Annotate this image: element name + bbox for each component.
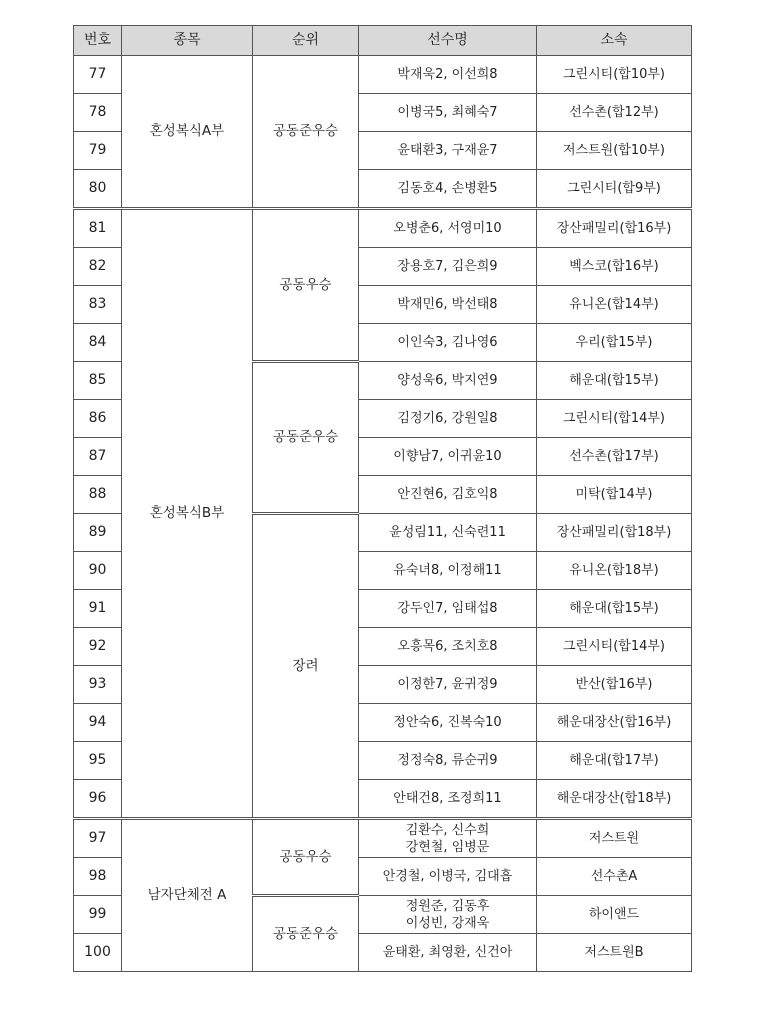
team-cell: 하이앤드: [537, 896, 692, 934]
team-cell: 그린시티(합9부): [537, 170, 692, 209]
team-cell: 그린시티(합14부): [537, 400, 692, 438]
players-cell: [359, 819, 537, 858]
row-number: 87: [74, 438, 122, 476]
table-row: [74, 209, 692, 248]
row-number: 83: [74, 286, 122, 324]
rank-cell: 공동준우승: [253, 362, 359, 514]
players-cell: 안태건8, 조정희11: [359, 780, 537, 819]
players-cell: 이정한7, 윤귀정9: [359, 666, 537, 704]
team-cell: 미탁(합14부): [537, 476, 692, 514]
players-cell: 윤태환3, 구재윤7: [359, 132, 537, 170]
players-cell: 정정숙8, 류순귀9: [359, 742, 537, 780]
row-number: 97: [74, 819, 122, 858]
rank-cell: 장려: [253, 514, 359, 819]
event-cell: 혼성복식A부: [122, 56, 253, 209]
row-number: 94: [74, 704, 122, 742]
row-number: 99: [74, 896, 122, 934]
row-number: 81: [74, 209, 122, 248]
players-line: 이성빈, 강재욱: [405, 915, 490, 931]
header-event: 종목: [122, 26, 253, 56]
players-cell: 윤성림11, 신숙련11: [359, 514, 537, 552]
players-cell: 이인숙3, 김나영6: [359, 324, 537, 362]
players-cell: 정안숙6, 진복숙10: [359, 704, 537, 742]
team-cell: 해운대(합15부): [537, 362, 692, 400]
row-number: 93: [74, 666, 122, 704]
team-cell: 벡스코(합16부): [537, 248, 692, 286]
table-row: [74, 819, 692, 858]
row-number: 100: [74, 934, 122, 972]
players-cell: 오흥목6, 조치호8: [359, 628, 537, 666]
row-number: 92: [74, 628, 122, 666]
players-cell: 이병국5, 최혜숙7: [359, 94, 537, 132]
row-number: 98: [74, 858, 122, 896]
team-cell: 선수촌(합17부): [537, 438, 692, 476]
players-cell: 장용호7, 김은희9: [359, 248, 537, 286]
team-cell: 그린시티(합10부): [537, 56, 692, 94]
table-row: [74, 56, 692, 94]
players-cell: 박재민6, 박선태8: [359, 286, 537, 324]
team-cell: 장산패밀리(합16부): [537, 209, 692, 248]
players-cell: 안경철, 이병국, 김대흡: [359, 858, 537, 896]
team-cell: 그린시티(합14부): [537, 628, 692, 666]
team-cell: 해운대(합15부): [537, 590, 692, 628]
players-cell: 양성욱6, 박지연9: [359, 362, 537, 400]
players-line: 정원준, 김동후: [405, 898, 490, 914]
header-rank: 순위: [253, 26, 359, 56]
team-cell: 저스트원: [537, 819, 692, 858]
row-number: 86: [74, 400, 122, 438]
team-cell: 해운대(합17부): [537, 742, 692, 780]
players-cell: 윤태환, 최영환, 신건아: [359, 934, 537, 972]
rank-cell: 공동준우승: [253, 896, 359, 972]
header-team: 소속: [537, 26, 692, 56]
row-number: 88: [74, 476, 122, 514]
header-players: 선수명: [359, 26, 537, 56]
row-number: 95: [74, 742, 122, 780]
row-number: 91: [74, 590, 122, 628]
team-cell: 우리(합15부): [537, 324, 692, 362]
team-cell: 해운대장산(합16부): [537, 704, 692, 742]
row-number: 89: [74, 514, 122, 552]
rank-cell: 공동우승: [253, 819, 359, 896]
players-cell: 이향남7, 이귀윤10: [359, 438, 537, 476]
players-cell: 박재욱2, 이선희8: [359, 56, 537, 94]
row-number: 96: [74, 780, 122, 819]
team-cell: 유니온(합18부): [537, 552, 692, 590]
header-row: [74, 26, 692, 56]
team-cell: 선수촌A: [537, 858, 692, 896]
row-number: 84: [74, 324, 122, 362]
rank-cell: 공동준우승: [253, 56, 359, 209]
row-number: 90: [74, 552, 122, 590]
event-cell: 혼성복식B부: [122, 209, 253, 819]
team-cell: 저스트원(합10부): [537, 132, 692, 170]
players-cell: 유숙녀8, 이정해11: [359, 552, 537, 590]
row-number: 79: [74, 132, 122, 170]
row-number: 77: [74, 56, 122, 94]
players-cell: [359, 896, 537, 934]
players-line: 김환수, 신수희: [405, 822, 490, 838]
rank-cell: 공동우승: [253, 209, 359, 362]
row-number: 85: [74, 362, 122, 400]
team-cell: 반산(합16부): [537, 666, 692, 704]
players-cell: 안진현6, 김호익8: [359, 476, 537, 514]
team-cell: 선수촌(합12부): [537, 94, 692, 132]
players-cell: 강두인7, 임태섭8: [359, 590, 537, 628]
results-table: [73, 25, 692, 972]
team-cell: 해운대장산(합18부): [537, 780, 692, 819]
event-cell: 남자단체전 A: [122, 819, 253, 972]
row-number: 80: [74, 170, 122, 209]
row-number: 82: [74, 248, 122, 286]
team-cell: 장산패밀리(합18부): [537, 514, 692, 552]
header-no: 번호: [74, 26, 122, 56]
players-line: 강현철, 임병문: [405, 839, 490, 855]
players-cell: 김정기6, 강원일8: [359, 400, 537, 438]
players-cell: 오병춘6, 서영미10: [359, 209, 537, 248]
team-cell: 저스트원B: [537, 934, 692, 972]
team-cell: 유니온(합14부): [537, 286, 692, 324]
players-cell: 김동호4, 손병환5: [359, 170, 537, 209]
row-number: 78: [74, 94, 122, 132]
